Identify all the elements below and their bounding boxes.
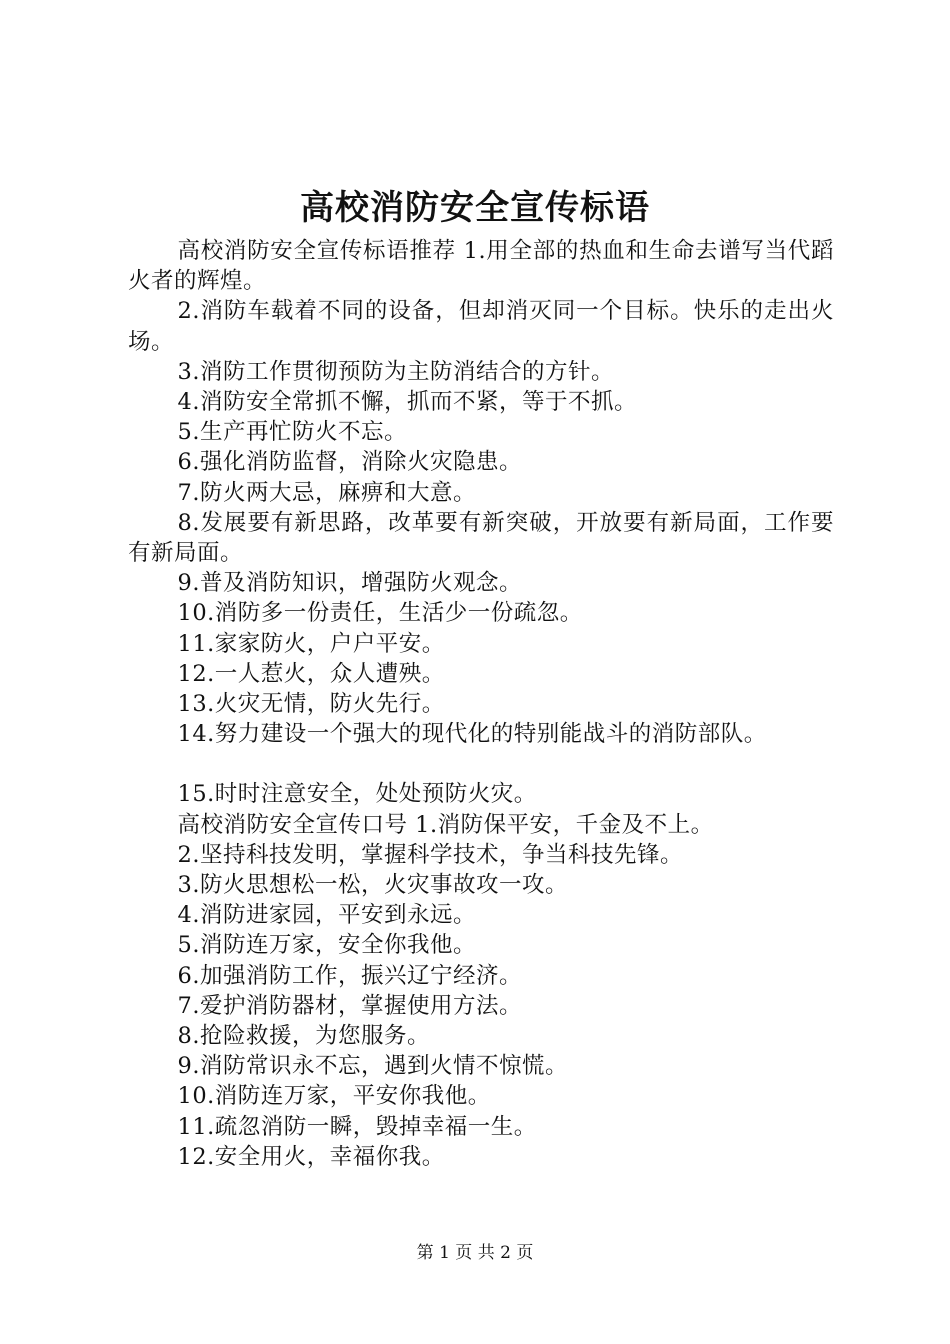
paragraph: 3.消防工作贯彻预防为主防消结合的方针。	[177, 358, 614, 385]
paragraph: 9.普及消防知识，增强防火观念。	[177, 570, 522, 597]
paragraph: 12.一人惹火，众人遭殃。	[177, 660, 445, 687]
paragraph: 4.消防安全常抓不懈，抓而不紧，等于不抓。	[177, 389, 637, 416]
paragraph: 8.抢险救援，为您服务。	[177, 1023, 430, 1050]
paragraph: 6.强化消防监督，消除火灾隐患。	[177, 449, 522, 476]
paragraph: 3.防火思想松一松，火灾事故攻一攻。	[177, 872, 568, 899]
paragraph: 7.爱护消防器材，掌握使用方法。	[177, 992, 522, 1019]
paragraph: 10.消防连万家，平安你我他。	[177, 1083, 491, 1110]
document-title: 高校消防安全宣传标语	[300, 188, 650, 228]
paragraph: 7.防火两大忌，麻痹和大意。	[177, 479, 476, 506]
paragraph: 14.努力建设一个强大的现代化的特别能战斗的消防部队。	[177, 721, 767, 748]
paragraph: 15.时时注意安全，处处预防火灾。	[177, 781, 537, 808]
paragraph: 11.疏忽消防一瞬，毁掉幸福一生。	[177, 1113, 537, 1140]
paragraph: 6.加强消防工作，振兴辽宁经济。	[177, 962, 522, 989]
paragraph: 11.家家防火，户户平安。	[177, 630, 445, 657]
paragraph-gap	[128, 749, 834, 779]
paragraph: 4.消防进家园，平安到永远。	[177, 902, 476, 929]
paragraph: 2.消防车载着不同的设备，但却消灭同一个目标。快乐的走出火场。	[128, 298, 834, 355]
paragraph: 10.消防多一份责任，生活少一份疏忽。	[177, 600, 583, 627]
paragraph: 高校消防安全宣传口号 1.消防保平安，千金及不上。	[177, 811, 714, 838]
paragraph: 5.生产再忙防火不忘。	[177, 419, 407, 446]
paragraph: 9.消防常识永不忘，遇到火情不惊慌。	[177, 1053, 568, 1080]
paragraph: 8.发展要有新思路，改革要有新突破，开放要有新局面，工作要有新局面。	[128, 509, 834, 567]
paragraph: 12.安全用火，幸福你我。	[177, 1143, 445, 1170]
paragraph: 13.火灾无情，防火先行。	[177, 691, 445, 718]
paragraph: 高校消防安全宣传标语推荐 1.用全部的热血和生命去谱写当代蹈火者的辉煌。	[128, 238, 834, 295]
page-footer: 第 1 页 共 2 页	[416, 1243, 534, 1263]
paragraph: 5.消防连万家，安全你我他。	[177, 932, 476, 959]
document-body	[128, 236, 834, 1172]
paragraph: 2.坚持科技发明，掌握科学技术，争当科技先锋。	[177, 841, 683, 868]
